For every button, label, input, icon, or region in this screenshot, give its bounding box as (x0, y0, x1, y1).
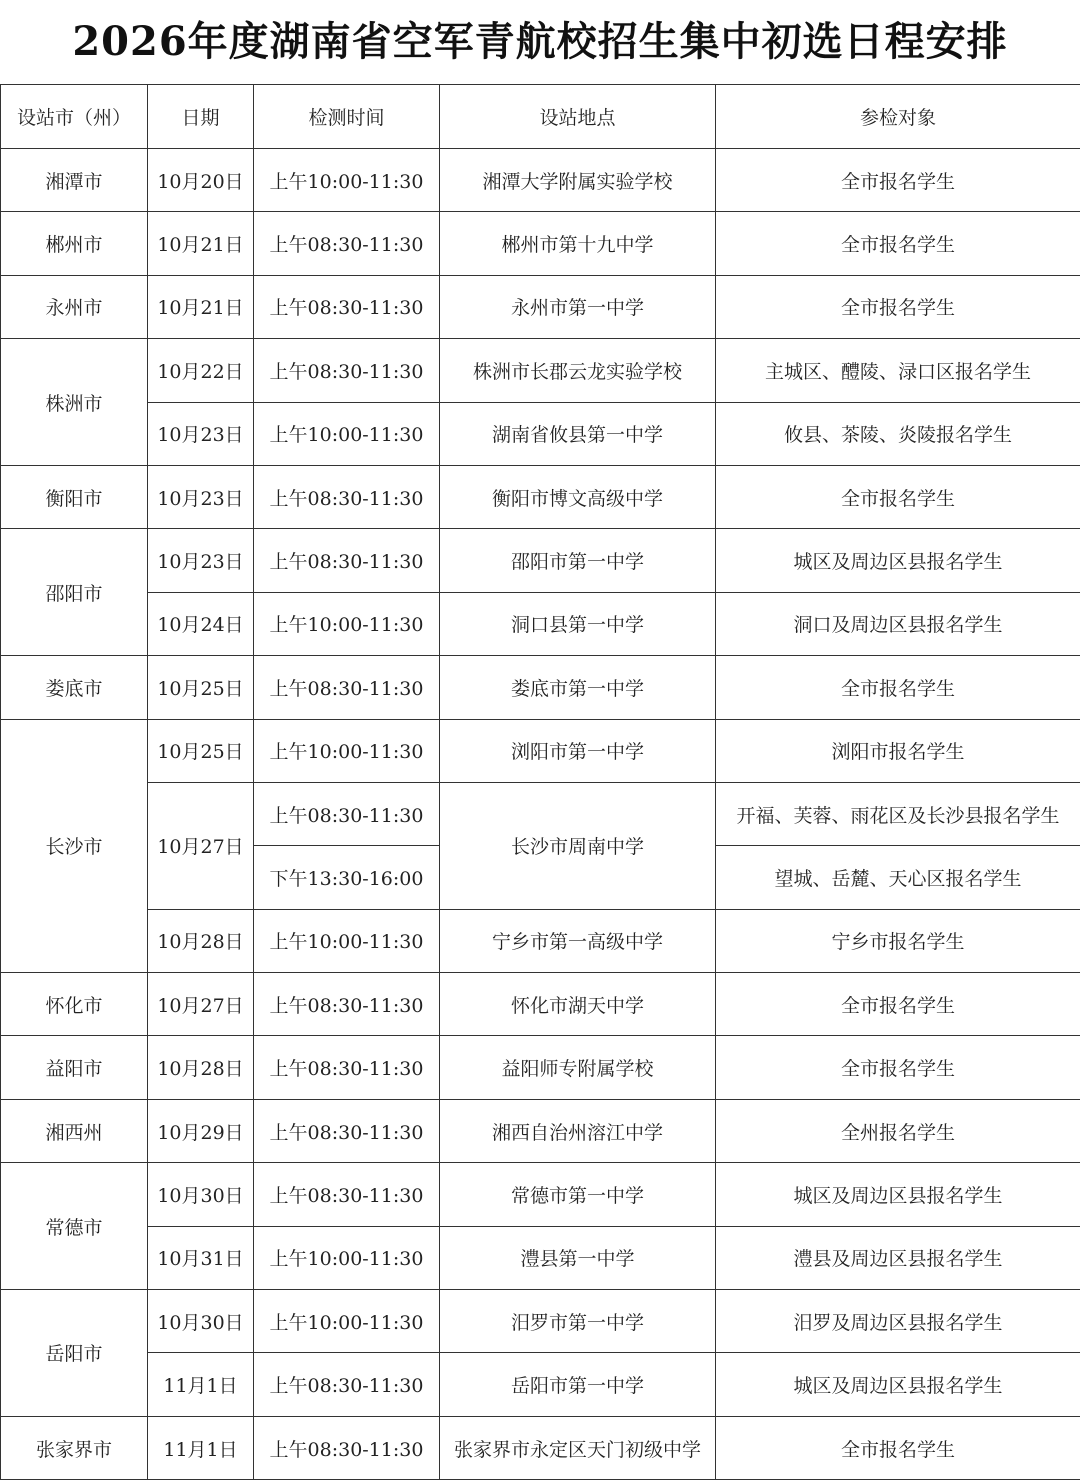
table-row (1, 275, 1080, 338)
city-cell: 长沙市 (1, 719, 148, 973)
table-row (1, 212, 1080, 275)
target-cell: 主城区、醴陵、渌口区报名学生 (716, 339, 1080, 402)
table-row (1, 656, 1080, 719)
city-cell: 怀化市 (1, 973, 148, 1036)
city-cell: 衡阳市 (1, 465, 148, 528)
date-cell: 10月24日 (148, 592, 254, 655)
city-cell: 株洲市 (1, 339, 148, 466)
target-cell: 城区及周边区县报名学生 (716, 1163, 1080, 1226)
target-cell: 望城、岳麓、天心区报名学生 (716, 846, 1080, 909)
city-cell: 郴州市 (1, 212, 148, 275)
date-cell: 10月23日 (148, 529, 254, 592)
location-cell: 益阳师专附属学校 (440, 1036, 716, 1099)
table-row (1, 1290, 1080, 1353)
table-row (1, 973, 1080, 1036)
table-row (1, 1036, 1080, 1099)
location-cell: 长沙市周南中学 (440, 782, 716, 909)
date-cell: 10月21日 (148, 275, 254, 338)
time-cell: 上午08:30-11:30 (254, 973, 440, 1036)
location-cell: 张家界市永定区天门初级中学 (440, 1416, 716, 1479)
table-row (1, 1416, 1080, 1479)
header-location: 设站地点 (440, 85, 716, 149)
header-date: 日期 (148, 85, 254, 149)
location-cell: 湖南省攸县第一中学 (440, 402, 716, 465)
location-cell: 衡阳市博文高级中学 (440, 465, 716, 528)
city-cell: 常德市 (1, 1163, 148, 1290)
location-cell: 株洲市长郡云龙实验学校 (440, 339, 716, 402)
date-cell: 10月28日 (148, 1036, 254, 1099)
time-cell: 上午08:30-11:30 (254, 1099, 440, 1162)
location-cell: 澧县第一中学 (440, 1226, 716, 1289)
location-cell: 洞口县第一中学 (440, 592, 716, 655)
header-time: 检测时间 (254, 85, 440, 149)
date-cell: 10月27日 (148, 782, 254, 909)
table-row (1, 529, 1080, 592)
location-cell: 浏阳市第一中学 (440, 719, 716, 782)
target-cell: 全市报名学生 (716, 656, 1080, 719)
page-title: 2026年度湖南省空军青航校招生集中初选日程安排 (72, 18, 1008, 65)
target-cell: 攸县、茶陵、炎陵报名学生 (716, 402, 1080, 465)
date-cell: 10月22日 (148, 339, 254, 402)
table-row (1, 339, 1080, 402)
target-cell: 宁乡市报名学生 (716, 909, 1080, 972)
schedule-table (0, 84, 1080, 1480)
location-cell: 永州市第一中学 (440, 275, 716, 338)
time-cell: 上午10:00-11:30 (254, 149, 440, 212)
target-cell: 全市报名学生 (716, 1036, 1080, 1099)
location-cell: 邵阳市第一中学 (440, 529, 716, 592)
target-cell: 城区及周边区县报名学生 (716, 529, 1080, 592)
table-row (1, 1099, 1080, 1162)
location-cell: 宁乡市第一高级中学 (440, 909, 716, 972)
time-cell: 上午08:30-11:30 (254, 1353, 440, 1416)
target-cell: 全市报名学生 (716, 1416, 1080, 1479)
location-cell: 岳阳市第一中学 (440, 1353, 716, 1416)
date-cell: 10月27日 (148, 973, 254, 1036)
date-cell: 11月1日 (148, 1353, 254, 1416)
table-row (1, 1163, 1080, 1226)
location-cell: 娄底市第一中学 (440, 656, 716, 719)
target-cell: 汨罗及周边区县报名学生 (716, 1290, 1080, 1353)
time-cell: 上午08:30-11:30 (254, 1036, 440, 1099)
time-cell: 上午08:30-11:30 (254, 529, 440, 592)
date-cell: 11月1日 (148, 1416, 254, 1479)
header-city: 设站市（州） (1, 85, 148, 149)
target-cell: 城区及周边区县报名学生 (716, 1353, 1080, 1416)
date-cell: 10月25日 (148, 656, 254, 719)
date-cell: 10月21日 (148, 212, 254, 275)
time-cell: 上午08:30-11:30 (254, 339, 440, 402)
city-cell: 湘西州 (1, 1099, 148, 1162)
header-target: 参检对象 (716, 85, 1080, 149)
location-cell: 怀化市湖天中学 (440, 973, 716, 1036)
target-cell: 全市报名学生 (716, 275, 1080, 338)
table-row (1, 719, 1080, 782)
table-row (1, 782, 1080, 845)
table-row (1, 402, 1080, 465)
table-row (1, 909, 1080, 972)
target-cell: 全州报名学生 (716, 1099, 1080, 1162)
location-cell: 汨罗市第一中学 (440, 1290, 716, 1353)
table-row (1, 592, 1080, 655)
date-cell: 10月25日 (148, 719, 254, 782)
time-cell: 上午10:00-11:30 (254, 592, 440, 655)
date-cell: 10月29日 (148, 1099, 254, 1162)
city-cell: 湘潭市 (1, 149, 148, 212)
table-row (1, 1353, 1080, 1416)
city-cell: 张家界市 (1, 1416, 148, 1479)
target-cell: 全市报名学生 (716, 465, 1080, 528)
time-cell: 上午08:30-11:30 (254, 212, 440, 275)
location-cell: 郴州市第十九中学 (440, 212, 716, 275)
date-cell: 10月23日 (148, 465, 254, 528)
city-cell: 娄底市 (1, 656, 148, 719)
time-cell: 上午08:30-11:30 (254, 1416, 440, 1479)
target-cell: 全市报名学生 (716, 212, 1080, 275)
target-cell: 洞口及周边区县报名学生 (716, 592, 1080, 655)
date-cell: 10月20日 (148, 149, 254, 212)
time-cell: 上午08:30-11:30 (254, 656, 440, 719)
date-cell: 10月30日 (148, 1163, 254, 1226)
location-cell: 常德市第一中学 (440, 1163, 716, 1226)
location-cell: 湘潭大学附属实验学校 (440, 149, 716, 212)
city-cell: 益阳市 (1, 1036, 148, 1099)
city-cell: 岳阳市 (1, 1290, 148, 1417)
date-cell: 10月30日 (148, 1290, 254, 1353)
target-cell: 开福、芙蓉、雨花区及长沙县报名学生 (716, 782, 1080, 845)
time-cell: 上午08:30-11:30 (254, 1163, 440, 1226)
time-cell: 上午10:00-11:30 (254, 719, 440, 782)
time-cell: 上午10:00-11:30 (254, 1290, 440, 1353)
date-cell: 10月31日 (148, 1226, 254, 1289)
target-cell: 全市报名学生 (716, 973, 1080, 1036)
time-cell: 上午08:30-11:30 (254, 275, 440, 338)
date-cell: 10月23日 (148, 402, 254, 465)
table-row (1, 1226, 1080, 1289)
time-cell: 上午10:00-11:30 (254, 402, 440, 465)
target-cell: 澧县及周边区县报名学生 (716, 1226, 1080, 1289)
table-row (1, 149, 1080, 212)
header-row (1, 85, 1080, 149)
time-cell: 上午10:00-11:30 (254, 1226, 440, 1289)
city-cell: 永州市 (1, 275, 148, 338)
target-cell: 全市报名学生 (716, 149, 1080, 212)
date-cell: 10月28日 (148, 909, 254, 972)
target-cell: 浏阳市报名学生 (716, 719, 1080, 782)
time-cell: 下午13:30-16:00 (254, 846, 440, 909)
location-cell: 湘西自治州溶江中学 (440, 1099, 716, 1162)
time-cell: 上午08:30-11:30 (254, 782, 440, 845)
time-cell: 上午10:00-11:30 (254, 909, 440, 972)
city-cell: 邵阳市 (1, 529, 148, 656)
time-cell: 上午08:30-11:30 (254, 465, 440, 528)
table-row (1, 465, 1080, 528)
